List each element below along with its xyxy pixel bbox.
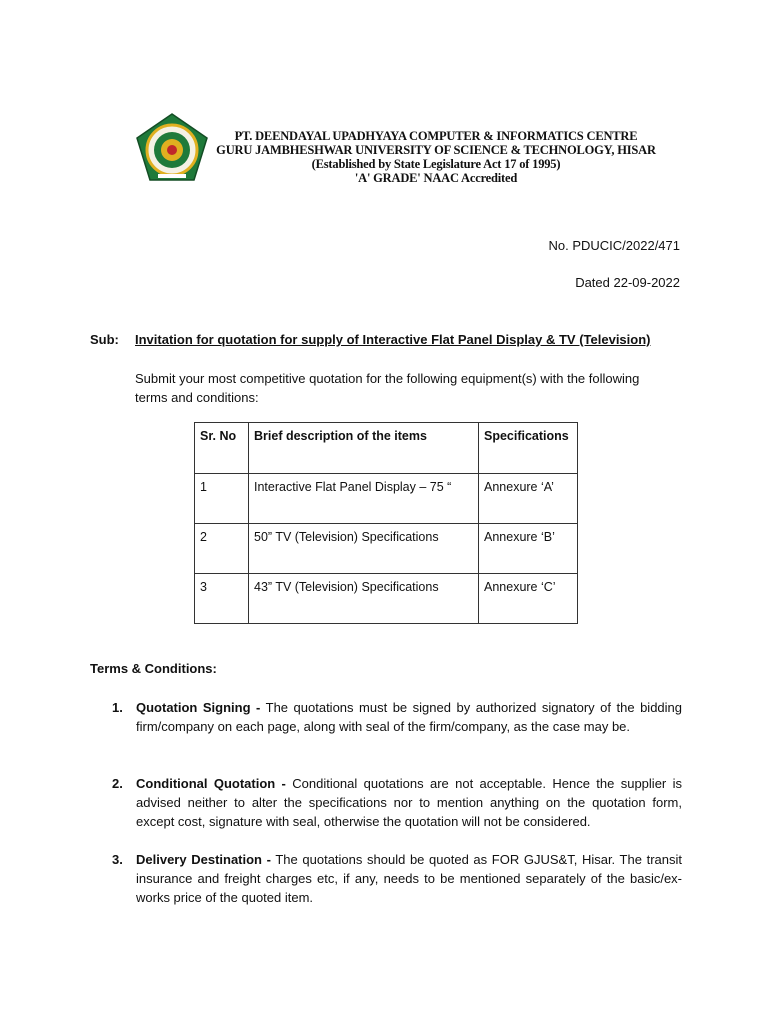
table-row [195,474,578,524]
reference-date: Dated 22-09-2022 [575,275,680,290]
term-number: 1. [112,700,123,715]
subject-label: Sub: [90,332,119,347]
term-heading: Delivery Destination - [136,852,271,867]
term-text: The quotations must be signed by authorized signatory of the bidding firm/company on each page, along with seal of the firm/company, as the case may be. [136,700,682,734]
term-item [112,698,682,736]
university-name: GURU JAMBHESHWAR UNIVERSITY OF SCIENCE & TECHNOLOGY, HISAR [216,143,656,157]
items-table [194,422,578,624]
institute-name: PT. DEENDAYAL UPADHYAYA COMPUTER & INFORMATICS CENTRE [234,129,638,143]
cell-sr-no: 3 [195,574,249,624]
term-number: 2. [112,776,123,791]
cell-sr-no: 2 [195,524,249,574]
table-header-row [195,423,578,474]
cell-specifications: Annexure ‘C’ [479,574,578,624]
cell-sr-no: 1 [195,474,249,524]
term-body [136,850,682,907]
letterhead [196,129,676,185]
cell-description: 50” TV (Television) Specifications [249,524,479,574]
accreditation-note: 'A' GRADE' NAAC Accredited [354,171,518,185]
cell-description: 43” TV (Television) Specifications [249,574,479,624]
term-heading: Conditional Quotation - [136,776,286,791]
subject-text: Invitation for quotation for supply of Interactive Flat Panel Display & TV (Television) [135,332,651,347]
term-body [136,698,682,736]
term-number: 3. [112,852,123,867]
establishment-note: (Established by State Legislature Act 17 of 1995) [311,157,561,171]
term-heading: Quotation Signing - [136,700,261,715]
term-item [112,850,682,907]
term-body [136,774,682,831]
header-specifications: Specifications [479,423,578,474]
header-description: Brief description of the items [249,423,479,474]
header-sr-no: Sr. No [195,423,249,474]
reference-number: No. PDUCIC/2022/471 [548,238,680,253]
term-item [112,774,682,831]
cell-specifications: Annexure ‘B’ [479,524,578,574]
table-row [195,524,578,574]
cell-specifications: Annexure ‘A’ [479,474,578,524]
term-text: The quotations should be quoted as FOR GJUS&T, Hisar. The transit insurance and freight charges etc, if any, needs to be mentioned separately of the basic/ex-works price of the quoted item. [136,852,682,905]
table-row [195,574,578,624]
terms-title: Terms & Conditions: [90,661,217,676]
term-text: Conditional quotations are not acceptable. Hence the supplier is advised neither to alter the specifications nor to mention anything on the quotation form, except cost, signature with seal, otherwise the quotation will not be considered. [136,776,682,829]
intro-paragraph: Submit your most competitive quotation for the following equipment(s) with the following terms and conditions: [135,371,640,405]
cell-description: Interactive Flat Panel Display – 75 “ [249,474,479,524]
